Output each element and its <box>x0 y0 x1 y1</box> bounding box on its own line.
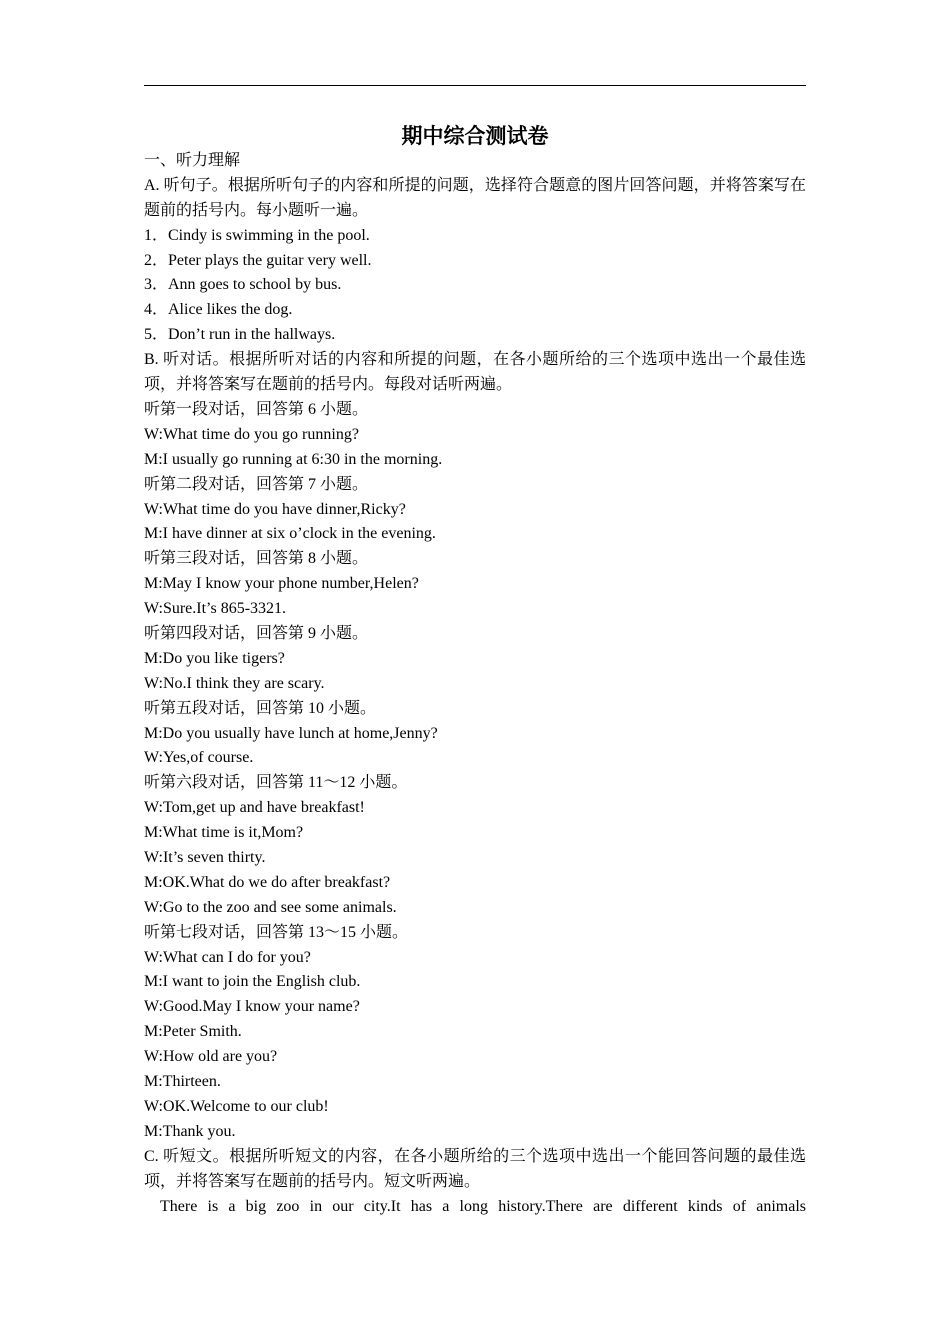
dialogue-line: W:Good.May I know your name? <box>144 998 360 1016</box>
dialogue-line: M:Thank you. <box>144 1122 236 1140</box>
part-a-item: 1．Cindy is swimming in the pool. <box>144 226 370 244</box>
section-heading: 一、听力理解 <box>144 152 241 169</box>
dialogue-line: M:Do you like tigers? <box>144 649 285 667</box>
header-rule <box>144 85 806 86</box>
dialogue-line: W:What can I do for you? <box>144 948 311 966</box>
dialogue-line: W:How old are you? <box>144 1048 278 1066</box>
part-c-passage: There is a big zoo in our city.It has a long history.There are different kinds of animals <box>160 1197 806 1215</box>
dialogue-line: W:What time do you go running? <box>144 425 359 443</box>
part-a-item: 5．Don’t run in the hallways. <box>144 326 336 344</box>
dialogue-line: M:Peter Smith. <box>144 1023 242 1041</box>
dialogue-line: M:I usually go running at 6:30 in the morning. <box>144 450 443 468</box>
part-c-instruction: C. 听短文。根据所听短文的内容，在各小题所给的三个选项中选出一个能回答问题的最佳选项，并将答案写在题前的括号内。短文听两遍。 <box>144 1147 806 1190</box>
dialogue-line: W:Go to the zoo and see some animals. <box>144 898 397 916</box>
dialogue-heading: 听第六段对话，回答第 11～12 小题。 <box>144 774 408 792</box>
dialogue-line: M:What time is it,Mom? <box>144 824 304 842</box>
part-a-item: 2．Peter plays the guitar very well. <box>144 251 372 269</box>
dialogue-line: M:OK.What do we do after breakfast? <box>144 873 391 891</box>
dialogue-heading: 听第七段对话，回答第 13～15 小题。 <box>144 923 409 941</box>
dialogue-heading: 听第二段对话，回答第 7 小题。 <box>144 475 369 493</box>
dialogue-line: M:May I know your phone number,Helen? <box>144 575 419 593</box>
dialogue-line: M:Do you usually have lunch at home,Jenny? <box>144 724 438 742</box>
part-a-item: 3．Ann goes to school by bus. <box>144 276 342 294</box>
dialogue-line: M:I have dinner at six o’clock in the evening. <box>144 525 436 543</box>
dialogue-line: W:Yes,of course. <box>144 749 254 767</box>
dialogue-line: W:Sure.It’s 865-3321. <box>144 600 287 618</box>
part-a-instruction: A. 听句子。根据所听句子的内容和所提的问题，选择符合题意的图片回答问题，并将答案写在题前的括号内。每小题听一遍。 <box>144 176 806 219</box>
dialogue-heading: 听第一段对话，回答第 6 小题。 <box>144 400 369 418</box>
dialogue-heading: 听第四段对话，回答第 9 小题。 <box>144 624 369 642</box>
page-title: 期中综合测试卷 <box>401 124 549 148</box>
part-a-item: 4．Alice likes the dog. <box>144 301 293 319</box>
dialogue-line: M:I want to join the English club. <box>144 973 361 991</box>
dialogue-heading: 听第三段对话，回答第 8 小题。 <box>144 550 369 568</box>
dialogue-line: W:What time do you have dinner,Ricky? <box>144 500 406 518</box>
document-body <box>144 149 806 1219</box>
dialogue-line: W:OK.Welcome to our club! <box>144 1097 329 1115</box>
dialogue-line: W:Tom,get up and have breakfast! <box>144 799 365 817</box>
dialogue-heading: 听第五段对话，回答第 10 小题。 <box>144 699 377 717</box>
dialogue-line: M:Thirteen. <box>144 1073 221 1091</box>
dialogue-line: W:No.I think they are scary. <box>144 674 325 692</box>
dialogue-line: W:It’s seven thirty. <box>144 849 266 866</box>
part-b-instruction: B. 听对话。根据所听对话的内容和所提的问题，在各小题所给的三个选项中选出一个最佳选项，并将答案写在题前的括号内。每段对话听两遍。 <box>144 351 806 394</box>
